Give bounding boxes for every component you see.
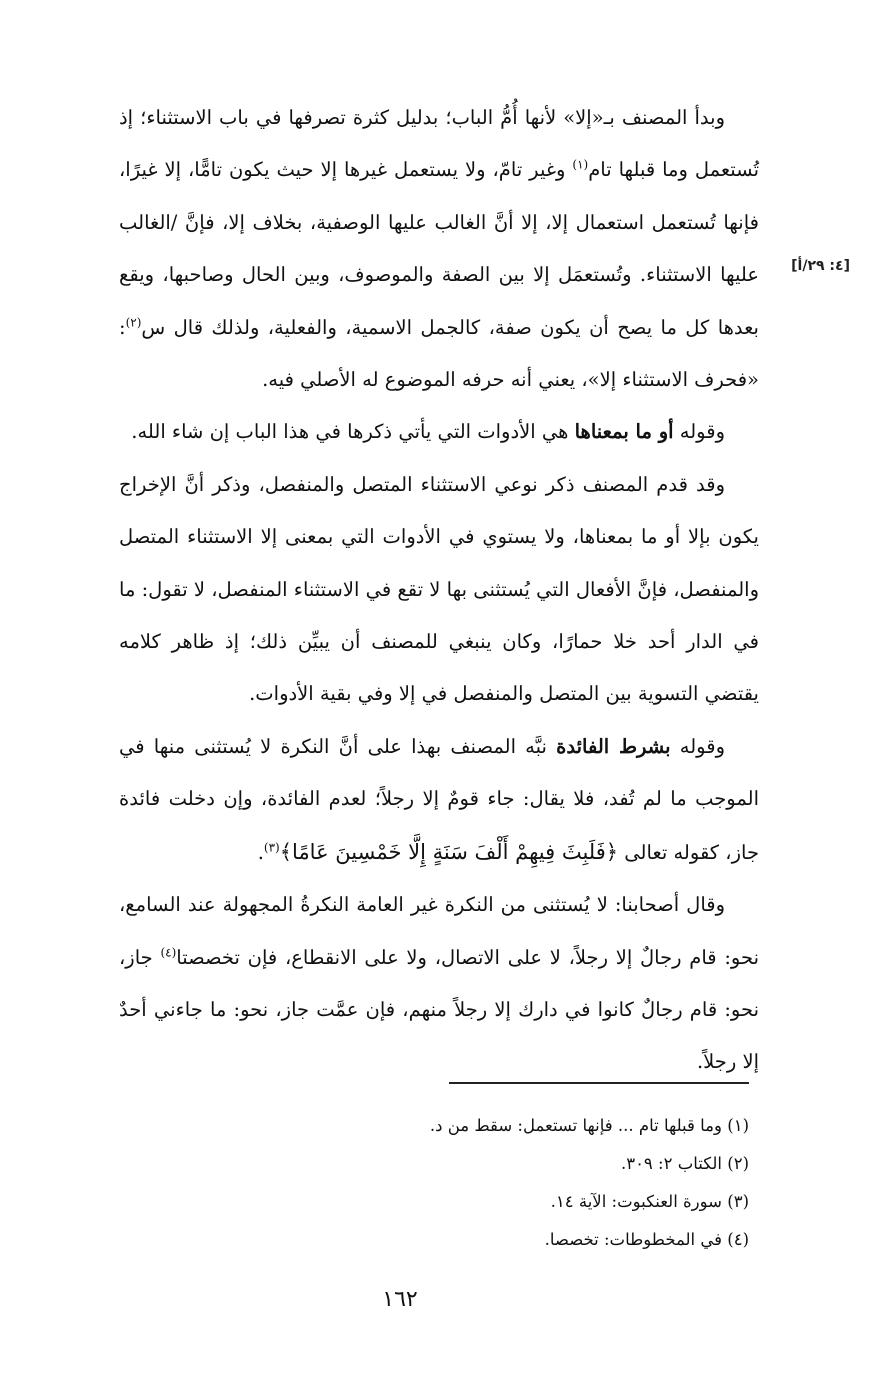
- paragraph-4-text-c: .: [257, 840, 264, 864]
- footnote-3: (٣) سورة العنكبوت: الآية ١٤.: [550, 1192, 749, 1211]
- footnote-marker-3: (٣): [263, 840, 280, 855]
- paragraph-1-text-c: : «فحرف الاستثناء إلا»، يعني أنه حرفه الموضوع له الأصلي فيه.: [119, 315, 759, 392]
- paragraph-5-text-b: جاز، نحو: قام رجالٌ كانوا في دارك إلا رجلاً منهم، فإن عمَّت جاز، نحو: ما جاءني أحدٌ إلا رجلاً.: [119, 945, 759, 1074]
- footnote-marker-2: (٢): [125, 315, 142, 330]
- footnotes: [229, 1107, 749, 1259]
- footnote-separator: [449, 1082, 749, 1084]
- paragraph-1: [119, 92, 759, 406]
- footnote-marker-1: (١): [572, 157, 589, 172]
- footnote-1: (١) وما قبلها تام ... فإنها تستعمل: سقط من د.: [429, 1116, 749, 1135]
- paragraph-2-text-a: وقوله: [673, 420, 725, 444]
- paragraph-5: [119, 879, 759, 1089]
- page-number: ١٦٢: [382, 1287, 418, 1312]
- paragraph-4-bold-term: بشرط الفائدة: [556, 734, 671, 758]
- paragraph-2-text-b: هي الأدوات التي يأتي ذكرها في هذا الباب إن شاء الله.: [131, 420, 575, 444]
- manuscript-folio-reference: [٤: ٢٩/أ]: [791, 258, 850, 274]
- main-text: [119, 92, 759, 1089]
- paragraph-4: [119, 721, 759, 879]
- paragraph-4-text-a: وقوله: [670, 734, 725, 758]
- paragraph-4-text-b: نبَّه المصنف بهذا على أنَّ النكرة لا يُستثنى منها في الموجب ما لم تُفد، فلا يقال: جاء قومٌ إلا رجلاً؛ لعدم الفائدة، وإن دخلت فائدة جاز، كقوله تعالى: [119, 734, 759, 864]
- footnote-marker-4: (٤): [160, 945, 177, 959]
- paragraph-3: [119, 459, 759, 721]
- footnote-4: (٤) في المخطوطات: تخصصا.: [544, 1230, 749, 1249]
- paragraph-1-text-b: وغير تامّ، ولا يستعمل غيرها إلا حيث يكون تامًّا، إلا غيرًا، فإنها تُستعمل استعمال إلا، إلا أنَّ الغالب عليها الوصفية، بخلاف إلا، فإنَّ /الغالب عليها الاستثناء. وتُستعمَل إلا بين الصفة والموصوف، وبين الحال وصاحبها، ويقع بعدها كل ما يصح أن يكون صفة، كالجمل الاسمية، والفعلية، ولذلك قال س: [119, 158, 759, 339]
- paragraph-5-text-a: وقال أصحابنا: لا يُستثنى من النكرة غير العامة النكرةُ المجهولة عند السامع، نحو: قام رجالٌ إلا رجلاً، لا على الاتصال، ولا على الانقطاع، فإن تخصصتا: [119, 893, 760, 969]
- footnote-2: (٢) الكتاب ٢: ٣٠٩.: [620, 1154, 749, 1173]
- quran-verse: ﴿فَلَبِثَ فِيهِمْ أَلْفَ سَنَةٍ إِلَّا خَمْسِينَ عَامًا﴾: [279, 839, 619, 864]
- paragraph-2-bold-term: أو ما بمعناها: [574, 420, 674, 444]
- paragraph-2: [119, 406, 759, 458]
- paragraph-3-text: وقد قدم المصنف ذكر نوعي الاستثناء المتصل والمنفصل، وذكر أنَّ الإخراج يكون بإلا أو ما بمعناها، ولا يستوي في الأدوات التي بمعنى إلا الاستثناء المتصل والمنفصل، فإنَّ الأفعال التي يُستثنى بها لا تقع في الاستثناء المنفصل، لا تقول: ما في الدار أحد خلا حمارًا، وكان ينبغي للمصنف أن يبيِّن ذلك؛ إذ ظاهر كلامه يقتضي التسوية بين المتصل والمنفصل في إلا وفي بقية الأدوات.: [119, 472, 759, 706]
- paragraph-1-text-a: وبدأ المصنف بـ«إلا» لأنها أُمُّ الباب؛ بدليل كثرة تصرفها في باب الاستثناء؛ إذ تُستعمل وما قبلها تام: [119, 106, 759, 182]
